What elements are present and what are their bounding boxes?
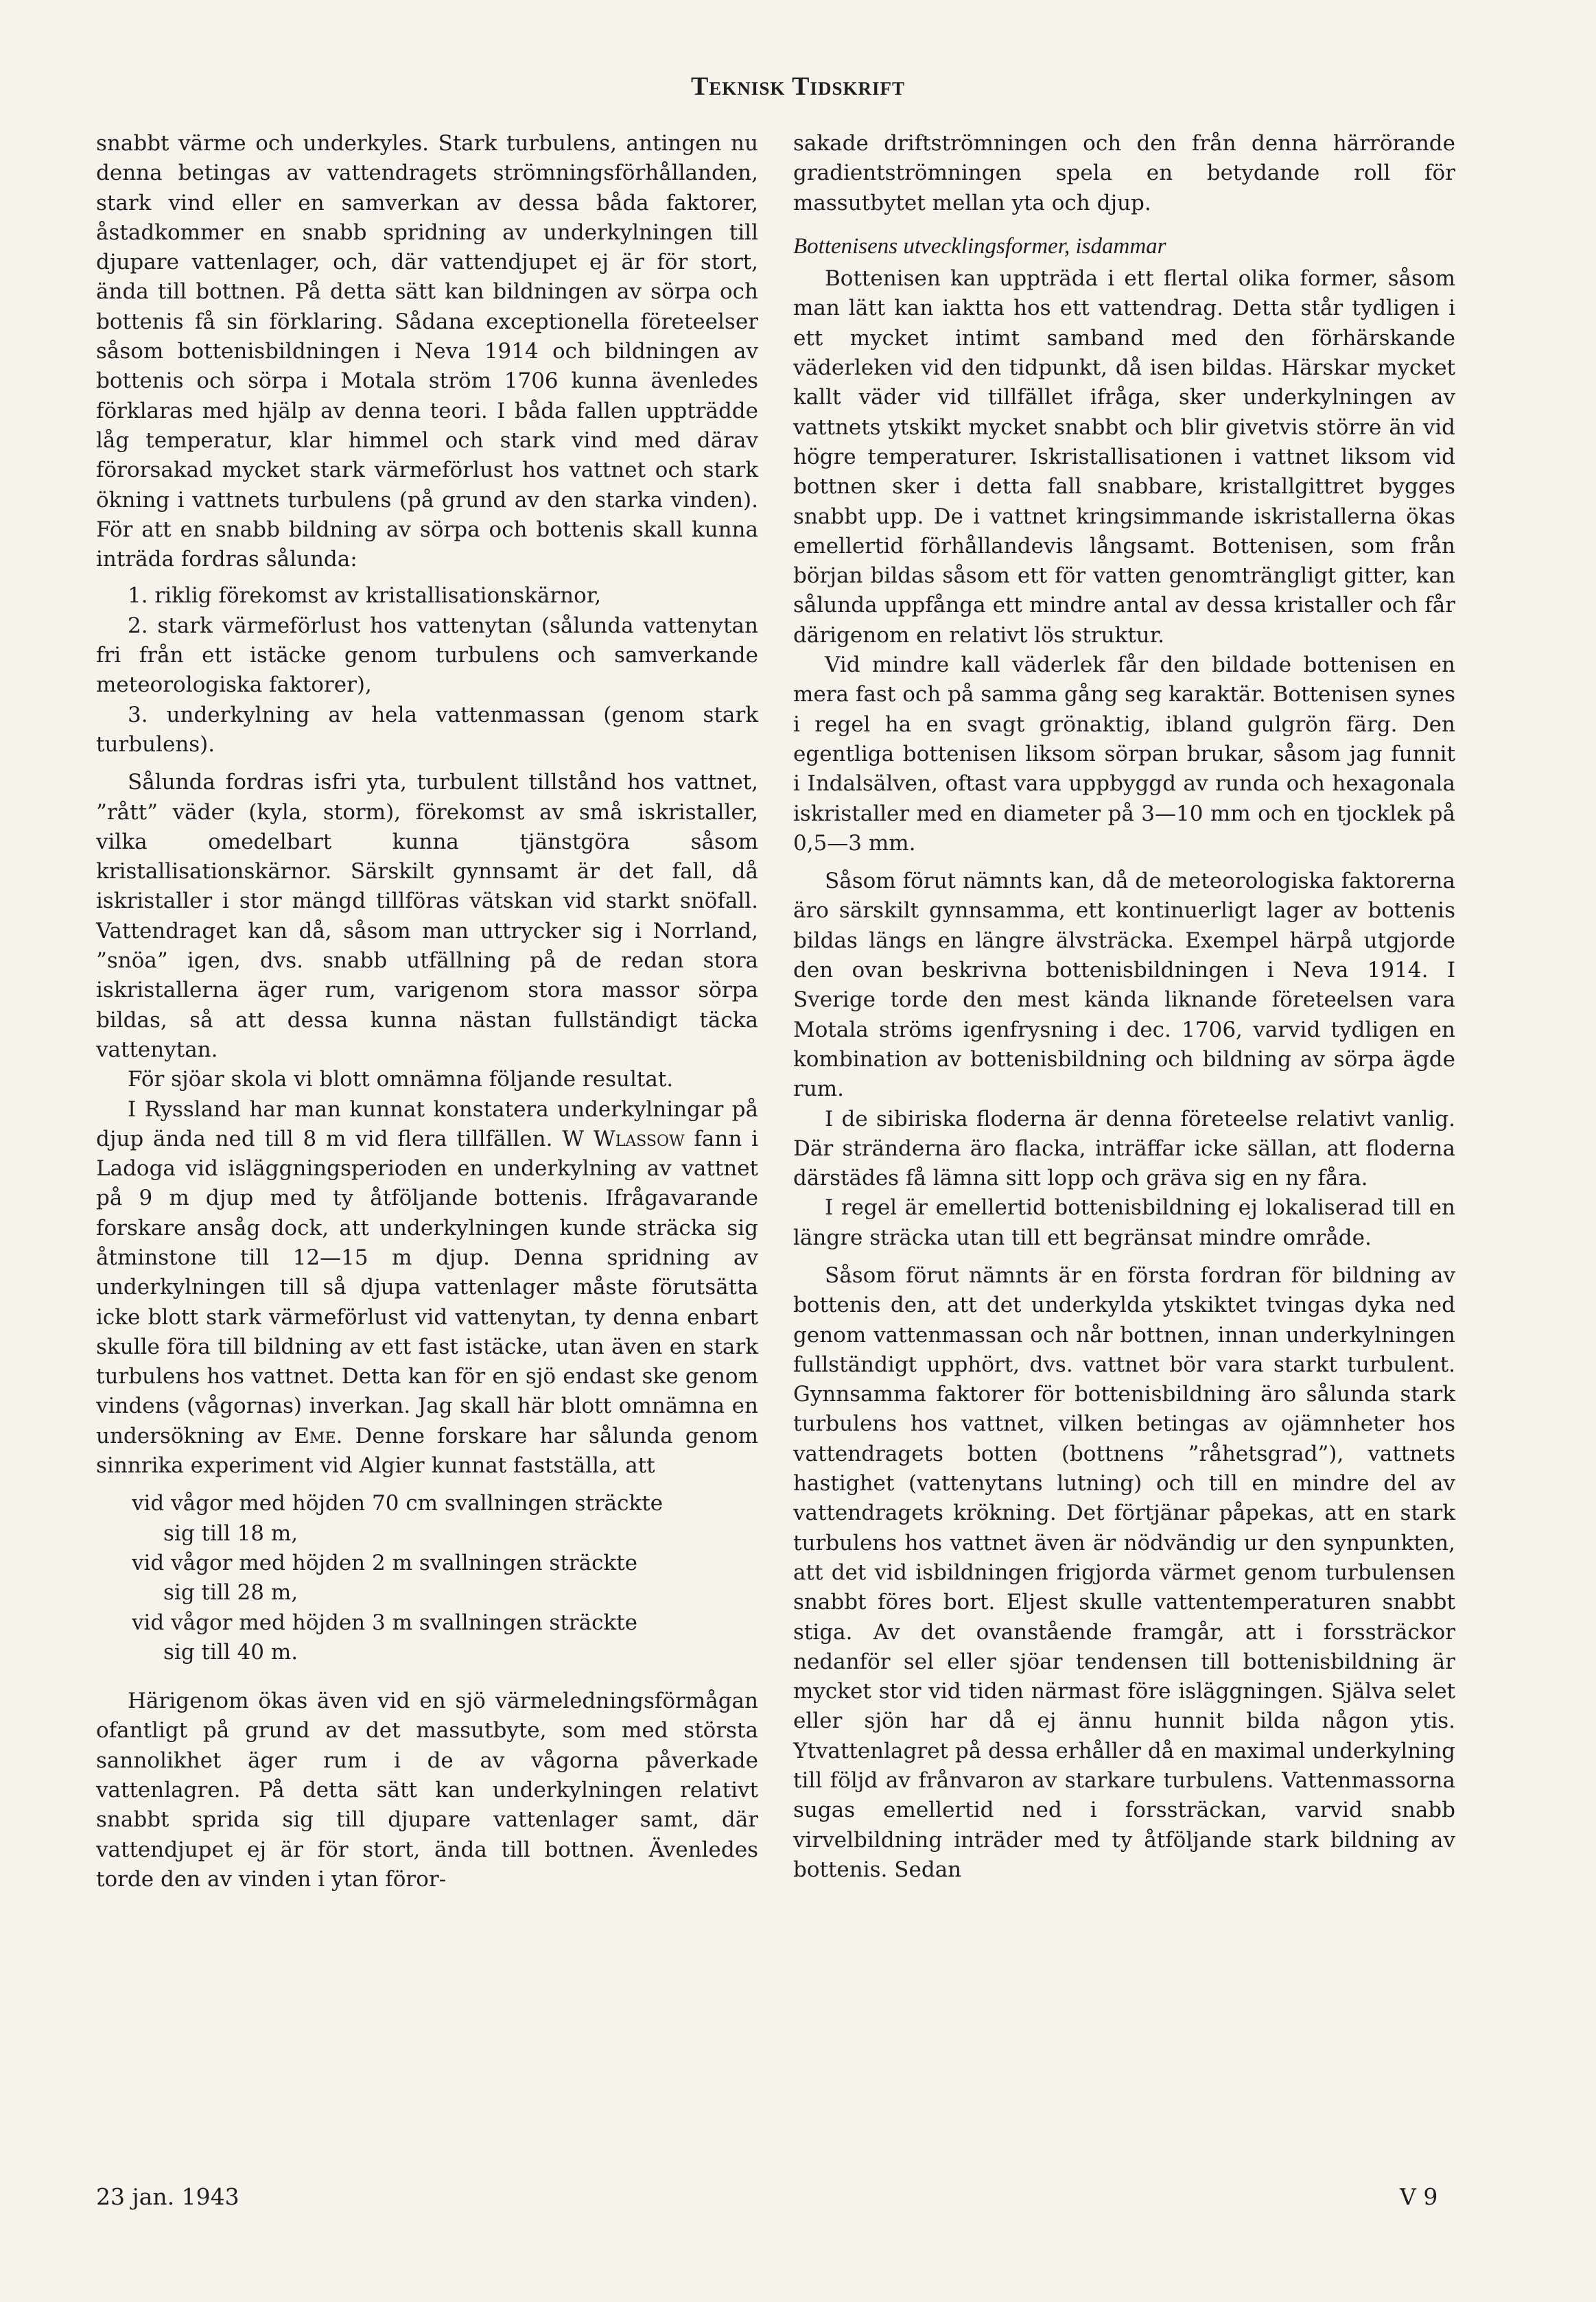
section-heading: Bottenisens utvecklingsformer, isdammar xyxy=(793,233,1166,259)
list-item: 2. stark värmeförlust hos vattenytan (sålunda vattenytan fri från ett istäcke genom turbulens och samverkande meteorologiska faktorer), xyxy=(96,613,758,698)
page-number: V 9 xyxy=(1400,2183,1438,2210)
wave-line: vid vågor med höjden 70 cm svallningen sträckte xyxy=(132,1491,664,1516)
paragraph: Såsom förut nämnts är en första fordran för bildning av bottenis den, att det underkylda ytskiktet tvingas dyka ned genom vattenmassan och når bottnen, innan underkylningen fullständigt upphört, dvs. vattnet bör vara starkt turbulent. Gynnsamma faktorer för bottenisbildning äro sålunda stark turbulens hos vattnet, vilken betingas av ojämnheter hos vattendragets botten (bottnens ”råhetsgrad”), vattnets hastighet (vattenytans lutning) och till en mindre del av vattendragets krökning. Det förtjänar påpekas, att en stark turbulens hos vattnet även är nödvändig ur den synpunkten, att det vid isbildningen frigjorda värmet genom turbulensen snabbt föres bort. Eljest skulle vattentemperaturen snabbt stiga. Av det ovanstående framgår, att i forssträckor nedanför sel eller sjöar tendensen till bottenisbildning är mycket stor vid tiden närmast före isläggningen. Själva selet eller sjön har då ej ännu hunnit bilda någon ytis. Ytvattenlagret på dessa erhåller då en maximal underkylning till följd av frånvaron av starkare turbulens. Vattenmassorna sugas emellertid ned i forssträckan, varvid snabb virvelbildning inträder med ty åtföljande stark bildning av bottenis. Sedan xyxy=(793,1262,1455,1882)
list-item: 3. underkylning av hela vattenmassan (genom stark turbulens). xyxy=(96,702,758,757)
wave-continuation: sig till 40 m. xyxy=(163,1639,298,1665)
wave-line: vid vågor med höjden 2 m svallningen sträckte xyxy=(132,1550,638,1575)
wave-result xyxy=(96,1608,758,1668)
paragraph: Vid mindre kall väderlek får den bildade bottenisen en mera fast och på samma gång seg karaktär. Bottenisen synes i regel ha en svagt grönaktig, ibland gulgrön färg. Den egentliga bottenisen liksom sörpan brukar, såsom jag funnit i Indalsälven, oftast vara uppbyggd av runda och hexagonala iskristaller med en diameter på 3—10 mm och en tjocklek på 0,5—3 mm. xyxy=(793,653,1455,856)
paragraph: Sålunda fordras isfri yta, turbulent tillstånd hos vattnet, ”rått” väder (kyla, storm), förekomst av små iskristaller, vilka omedelbart kunna tjänstgöra såsom kristallisationskärnor. Särskilt gynnsamt är det fall, då iskristaller i stor mängd tillföras vätskan vid starkt snöfall. Vattendraget kan då, såsom man uttrycker sig i Norrland, ”snöa” igen, dvs. snabb utfällning på de redan stora iskristallerna äger rum, varigenom stora massor sörpa bildas, så att dessa kunna nästan fullständigt täcka vattenytan. xyxy=(96,770,758,1062)
paragraph-text: fann i Ladoga vid isläggningsperioden en underkylning av vattnet på 9 m djup med ty åtföljande bottenis. Ifrågavarande forskare ansåg dock, att underkylningen kunde sträcka sig åtminstone till 12—15 m djup. Denna spridning av underkylningen till så djupa vattenlager måste förutsätta icke blott stark värmeförlust vid vattenytan, ty denna enbart skulle föra till bildning av ett fast istäcke, utan även en stark turbulens hos vattnet. Detta kan för en sjö endast ske genom vindens (vågornas) inverkan. Jag skall här blott omnämna en undersökning av xyxy=(96,1126,758,1448)
paragraph: sakade driftströmningen och den från denna härrörande gradientströmningen spela en betydande roll för massutbytet mellan yta och djup. xyxy=(793,131,1455,215)
paragraph: I de sibiriska floderna är denna företeelse relativt vanlig. Där stränderna äro flacka, inträffar icke sällan, att floderna därstädes få lämna sitt lopp och gräva sig en ny fåra. xyxy=(793,1106,1455,1191)
paragraph: Härigenom ökas även vid en sjö värmeledningsförmågan ofantligt på grund av det massutbyte, som med största sannolikhet äger rum i de av vågorna påverkade vattenlagren. På detta sätt kan underkylningen relativt snabbt sprida sig till djupare vattenlager samt, där vattendjupet ej är för stort, ända till bottnen. Ävenledes torde den av vinden i ytan föror- xyxy=(96,1689,758,1892)
wave-continuation: sig till 28 m, xyxy=(163,1580,298,1606)
wave-continuation: sig till 18 m, xyxy=(163,1520,298,1546)
wave-result xyxy=(96,1489,758,1549)
paragraph: snabbt värme och underkyles. Stark turbulens, antingen nu denna betingas av vattendragets strömningsförhållanden, stark vind eller en samverkan av dessa båda faktorer, åstadkommer en snabb spridning av underkylningen till djupare vattenlager, och, där vattendjupet ej är för stort, ända till bottnen. På detta sätt kan bildningen av sörpa och bottenis få sin förklaring. Sådana exceptionella företeelser såsom bottenisbildningen i Neva 1914 och bildningen av bottenis och sörpa i Motala ström 1706 kunna ävenledes förklaras med hjälp av denna teori. I båda fallen uppträdde låg temperatur, klar himmel och stark vind med därav förorsakad mycket stark värmeförlust hos vattnet och stark ökning i vattnets turbulens (på grund av den starka vinden). För att en snabb bildning av sörpa och bottenis skall kunna inträda fordras sålunda: xyxy=(96,131,758,572)
left-column xyxy=(96,129,758,1894)
paragraph: Såsom förut nämnts kan, då de meteorologiska faktorerna äro särskilt gynnsamma, ett kontinuerligt lager av bottenis bildas längs en längre älvsträcka. Exempel härpå utgjorde den ovan beskrivna bottenisbildningen i Neva 1914. I Sverige torde den mest kända liknande företeelsen vara Motala ströms igenfrysning i dec. 1706, varvid tydligen en kombination av bottenisbildning och bildning av sörpa ägde rum. xyxy=(793,869,1455,1102)
wave-line: vid vågor med höjden 3 m svallningen sträckte xyxy=(132,1610,638,1635)
right-column xyxy=(793,129,1455,1885)
list-item: 1. riklig förekomst av kristallisationskärnor, xyxy=(128,583,602,609)
paragraph: För sjöar skola vi blott omnämna följande resultat. xyxy=(128,1067,674,1092)
issue-date: 23 jan. 1943 xyxy=(96,2183,239,2210)
paragraph xyxy=(96,1095,758,1481)
wave-result xyxy=(96,1549,758,1608)
author-name: Wlassow xyxy=(593,1126,685,1151)
paragraph: I regel är emellertid bottenisbildning ej lokaliserad till en längre sträcka utan till ett begränsat mindre område. xyxy=(793,1195,1455,1250)
paragraph-text: I Ryssland har man kunnat konstatera underkylningar på djup ända ned till 8 m vid flera tillfällen. W xyxy=(96,1096,758,1151)
journal-title: Teknisk Tidskrift xyxy=(690,72,906,101)
paragraph: Bottenisen kan uppträda i ett flertal olika former, såsom man lätt kan iaktta hos ett vattendrag. Detta står tydligen i ett mycket intimt samband med den förhärskande väderleken vid den tidpunkt, då isen bildas. Härskar mycket kallt väder vid tillfället ifråga, sker underkylningen av vattnets ytskikt mycket snabbt och blir givetvis större än vid högre temperaturer. Iskristallisationen i vattnet liksom vid bottnen sker i detta fall snabbare, kristallgittret bygges snabbt upp. De i vattnet kringsimmande iskristallerna ökas emellertid förhållandevis långsamt. Bottenisen, som från början bildas såsom ett för vatten genomträngligt gitter, kan sålunda uppfånga ett mindre antal av dessa kristaller och får därigenom en relativt lös struktur. xyxy=(793,266,1455,648)
author-name: Eme xyxy=(294,1423,336,1448)
paragraph-text: . Denne forskare har sålunda genom sinnrika experiment vid Algier kunnat fastställa, att xyxy=(96,1423,758,1479)
